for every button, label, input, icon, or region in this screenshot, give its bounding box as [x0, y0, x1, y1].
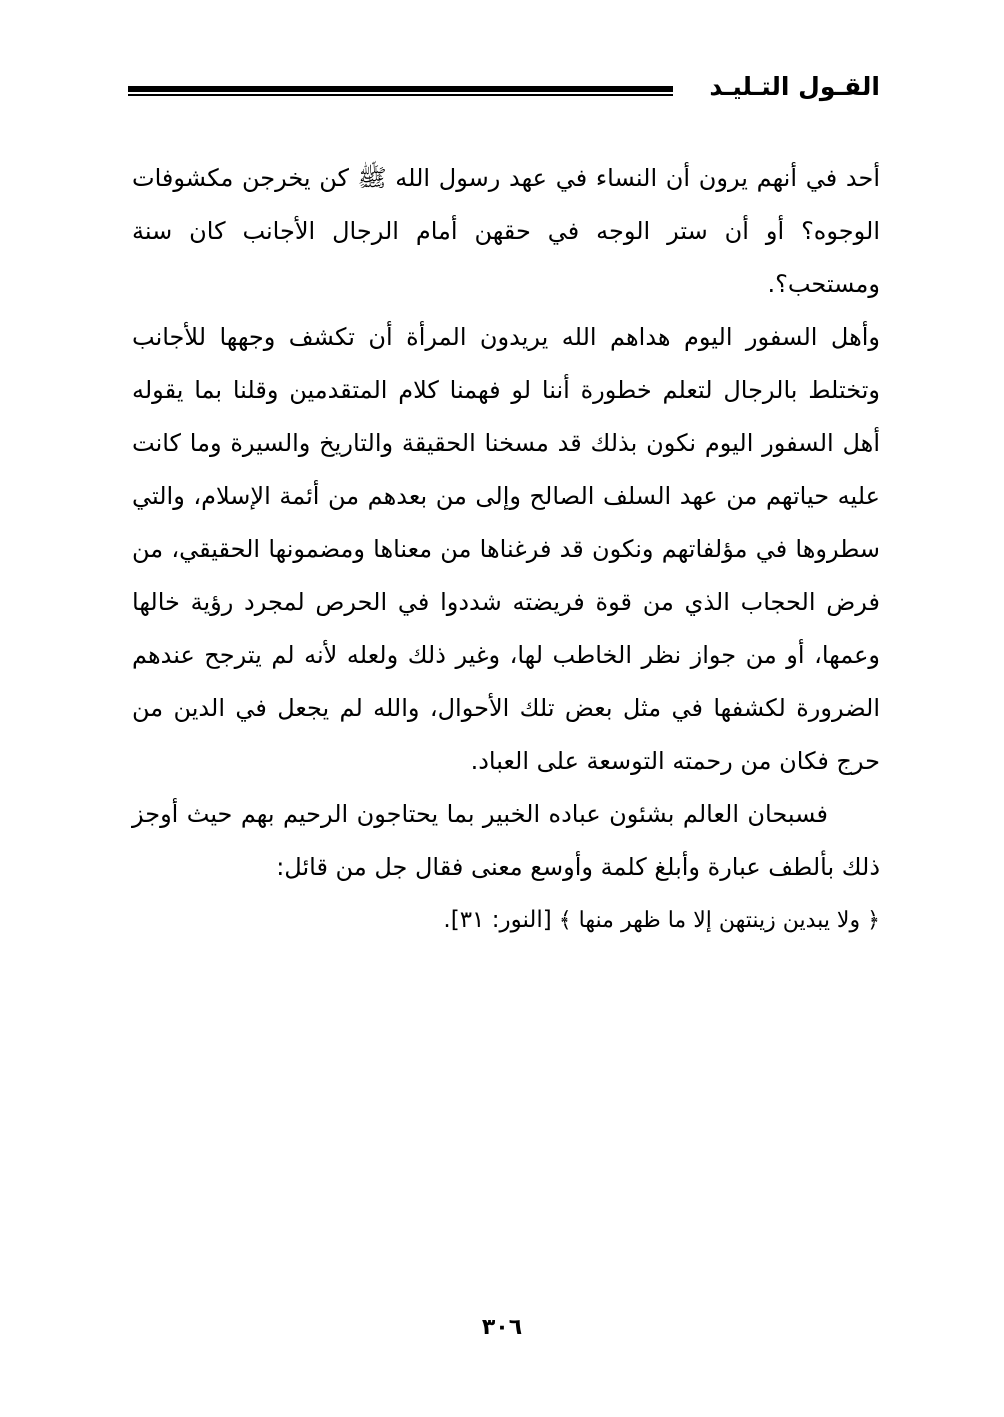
header-rule	[128, 86, 673, 96]
quran-quote	[132, 894, 880, 947]
paragraph-1: أحد في أنهم يرون أن النساء في عهد رسول الله ﷺ كن يخرجن مكشوفات الوجوه؟ أو أن ستر الوجه في حقهن أمام الرجال الأجانب كان سنة ومستحب؟.	[132, 164, 880, 298]
header-rule-thin-line	[128, 94, 673, 96]
running-header	[128, 70, 880, 110]
quran-reference: [النور: ٣١].	[443, 907, 552, 933]
paragraph-3: فسبحان العالم بشئون عباده الخبير بما يحتاجون الرحيم بهم حيث أوجز ذلك بألطف عبارة وأبلغ كلمة وأوسع معنى فقال جل من قائل:	[132, 800, 880, 881]
paragraph-2: وأهل السفور اليوم هداهم الله يريدون المرأة أن تكشف وجهها للأجانب وتختلط بالرجال لتعلم خطورة أننا لو فهمنا كلام المتقدمين وقلنا بما يقوله أهل السفور اليوم نكون بذلك قد مسخنا الحقيقة والتاريخ والسيرة وما كانت عليه حياتهم من عهد السلف الصالح وإلى من بعدهم من أئمة الإسلام، والتي سطروها في مؤلفاتهم ونكون قد فرغناها من معناها ومضمونها الحقيقي، من فرض الحجاب الذي من قوة فريضته شددوا في الحرص لمجرد رؤية خالها وعمها، أو من جواز نظر الخاطب لها، وغير ذلك ولعله لأنه لم يترجح عندهم الضرورة لكشفها في مثل بعض تلك الأحوال، والله لم يجعل في الدين من حرج فكان من رحمته التوسعة على العباد.	[132, 323, 880, 775]
main-text	[132, 152, 880, 947]
page-number: ٣٠٦	[481, 1315, 523, 1340]
quran-verse: ﴿ ولا يبدين زينتهن إلا ما ظهر منها ﴾	[558, 908, 880, 933]
header-title: القـول التـليـد	[709, 72, 880, 101]
